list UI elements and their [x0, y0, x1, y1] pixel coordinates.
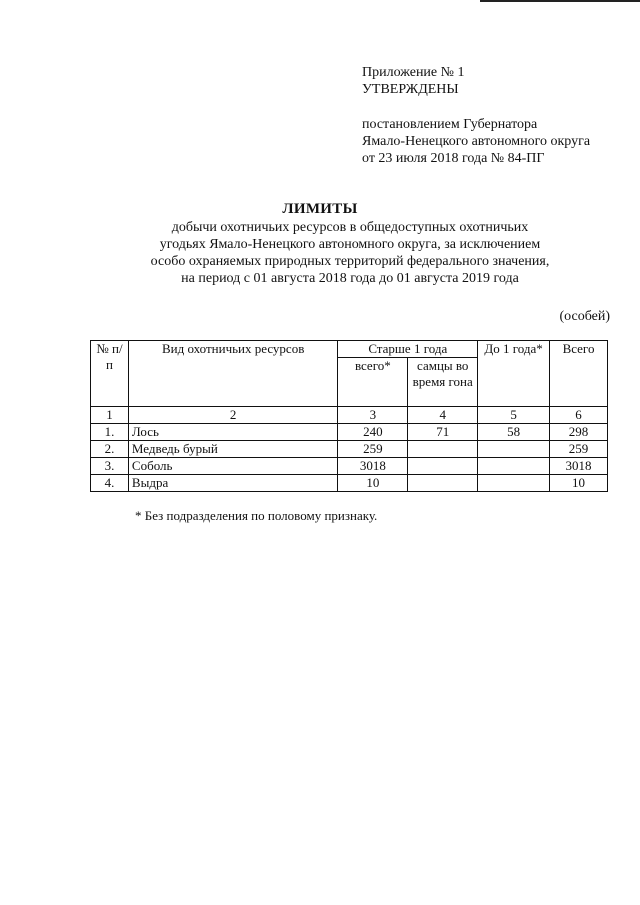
- resource-name: Медведь бурый: [128, 441, 337, 458]
- header-total: Всего: [550, 341, 608, 407]
- males-value: 71: [408, 424, 478, 441]
- resolution-line-1: постановлением Губернатора: [362, 117, 538, 132]
- header-older: Старше 1 года: [338, 341, 478, 358]
- resource-name: Соболь: [128, 458, 337, 475]
- under1-value: 58: [478, 424, 550, 441]
- under1-value: [478, 458, 550, 475]
- header-total-older: всего*: [338, 358, 408, 407]
- resolution-line-2: Ямало-Ненецкого автономного округа: [362, 134, 591, 149]
- total-value: 3018: [550, 458, 608, 475]
- total-value: 259: [550, 441, 608, 458]
- col-number: 1: [91, 407, 129, 424]
- table-row: [91, 458, 608, 475]
- approval-block: [362, 64, 590, 167]
- approved-label: УТВЕРЖДЕНЫ: [362, 82, 459, 97]
- table-row: [91, 441, 608, 458]
- appendix-number: Приложение № 1: [362, 65, 465, 80]
- col-number: 6: [550, 407, 608, 424]
- row-number: 2.: [91, 441, 129, 458]
- col-number: 3: [338, 407, 408, 424]
- under1-value: [478, 441, 550, 458]
- row-number: 1.: [91, 424, 129, 441]
- total-older-value: 240: [338, 424, 408, 441]
- subtitle-line: особо охраняемых природных территорий федерального значения,: [150, 254, 550, 269]
- limits-table: [90, 340, 608, 492]
- document-subtitle: [40, 219, 640, 287]
- col-number: 2: [128, 407, 337, 424]
- header-type: Вид охотничьих ресурсов: [128, 341, 337, 407]
- footnote: * Без подразделения по половому признаку.: [135, 508, 378, 523]
- subtitle-line: на период с 01 августа 2018 года до 01 августа 2019 года: [181, 271, 519, 286]
- males-value: [408, 441, 478, 458]
- subtitle-line: добычи охотничьих ресурсов в общедоступных охотничьих: [171, 220, 529, 235]
- top-border-line: [480, 0, 640, 2]
- males-value: [408, 458, 478, 475]
- header-under1: До 1 года*: [478, 341, 550, 407]
- resource-name: Выдра: [128, 475, 337, 492]
- resource-name: Лось: [128, 424, 337, 441]
- total-value: 298: [550, 424, 608, 441]
- males-value: [408, 475, 478, 492]
- row-number: 3.: [91, 458, 129, 475]
- resolution-line-3: от 23 июля 2018 года № 84-ПГ: [362, 151, 545, 166]
- document-title: ЛИМИТЫ: [282, 201, 358, 217]
- total-older-value: 10: [338, 475, 408, 492]
- col-number: 5: [478, 407, 550, 424]
- under1-value: [478, 475, 550, 492]
- units-label: (особей): [559, 309, 610, 324]
- header-num: № п/п: [91, 341, 129, 407]
- row-number: 4.: [91, 475, 129, 492]
- total-older-value: 3018: [338, 458, 408, 475]
- table-row: [91, 424, 608, 441]
- col-number: 4: [408, 407, 478, 424]
- total-older-value: 259: [338, 441, 408, 458]
- header-males: самцы во время гона: [408, 358, 478, 407]
- subtitle-line: угодьях Ямало-Ненецкого автономного округа, за исключением: [159, 237, 541, 252]
- total-value: 10: [550, 475, 608, 492]
- table-row: [91, 475, 608, 492]
